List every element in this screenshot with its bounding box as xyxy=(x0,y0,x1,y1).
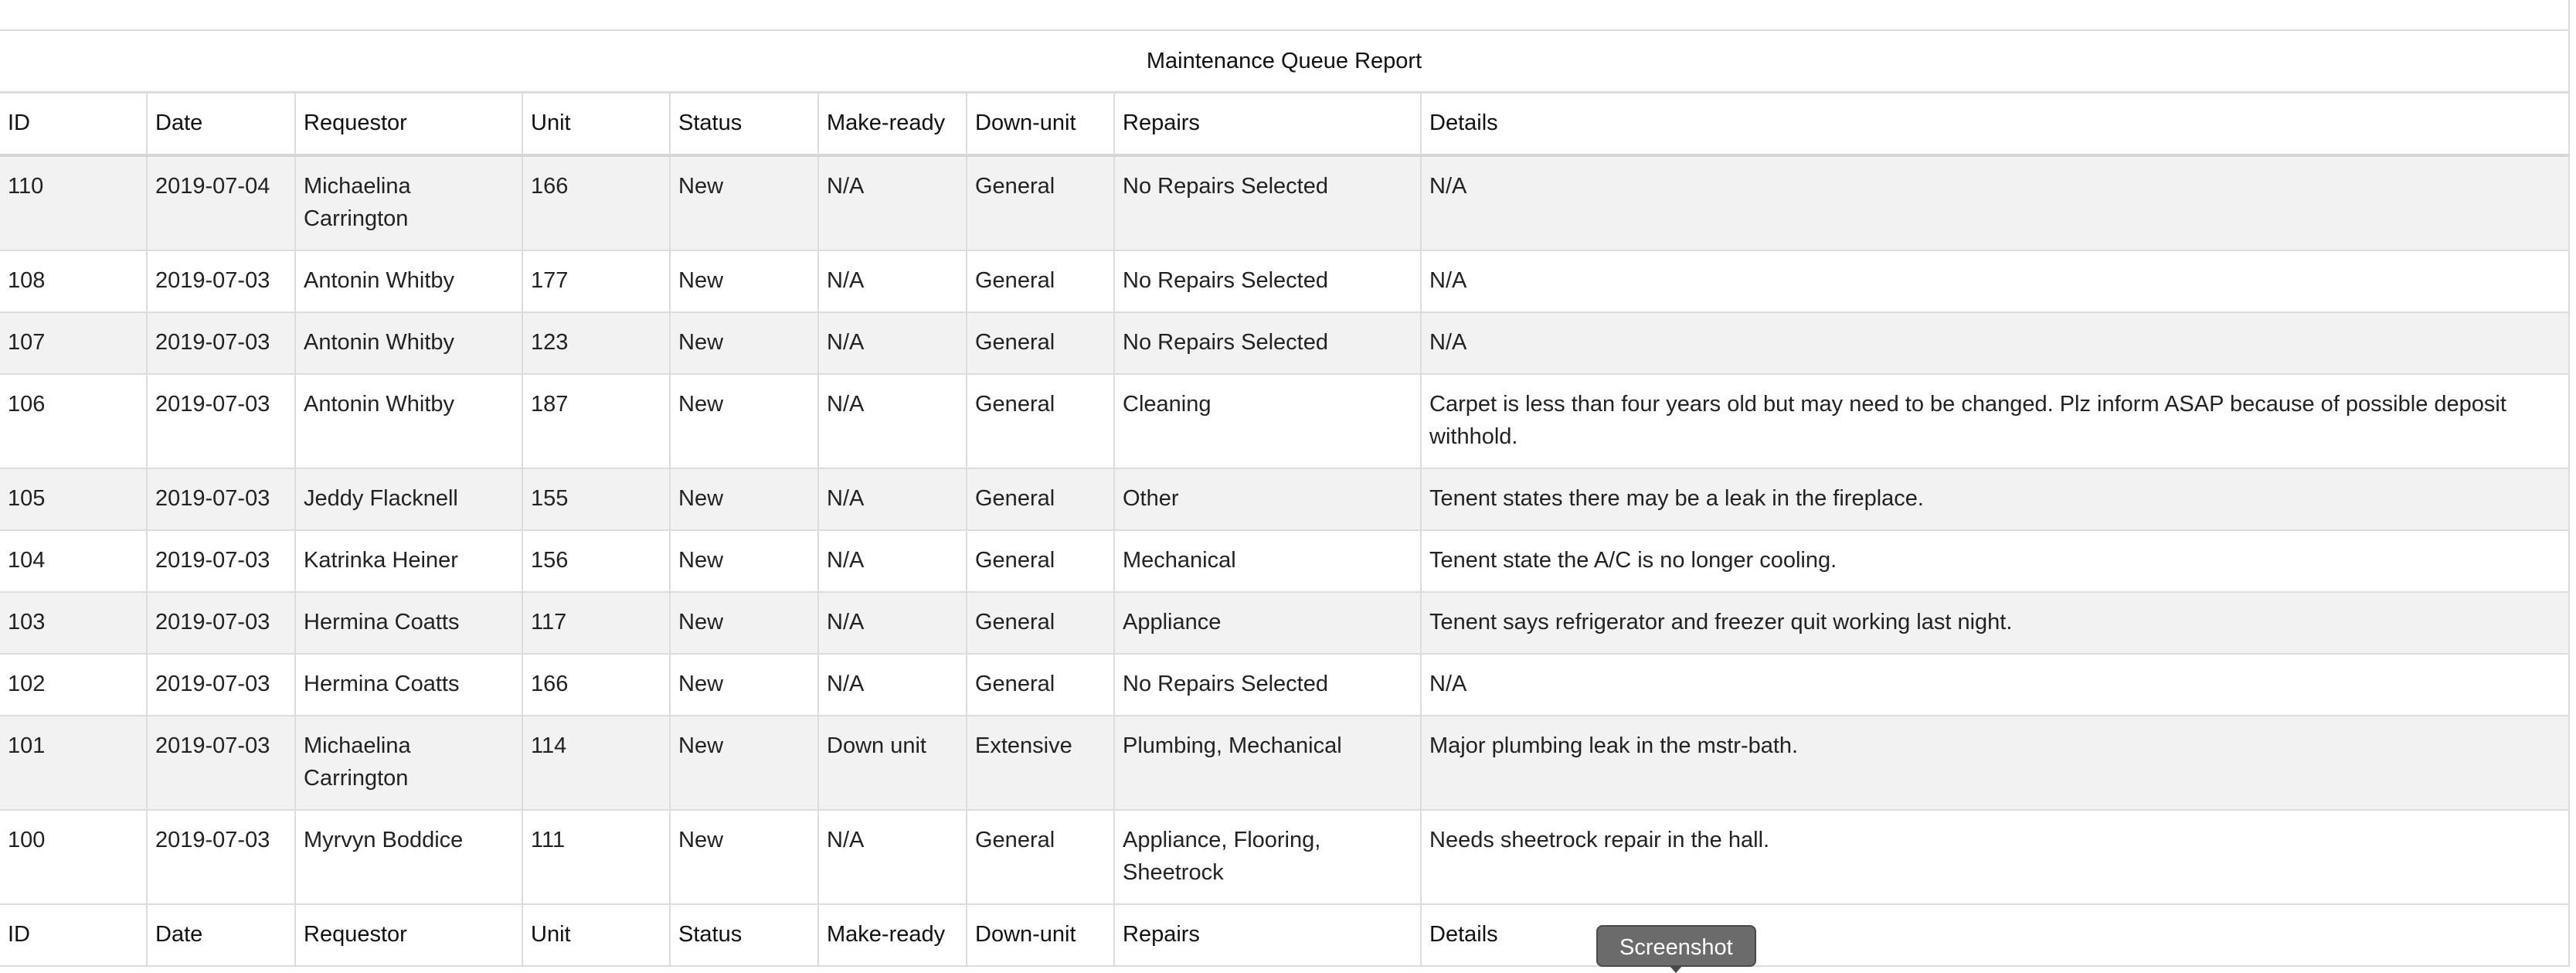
cell-unit: 123 xyxy=(522,312,670,374)
cell-requestor: Myrvyn Boddice xyxy=(295,810,522,904)
cell-down-unit: General xyxy=(967,810,1114,904)
cell-unit: 117 xyxy=(522,592,670,654)
table-header-row xyxy=(0,94,2568,155)
cell-make-ready: N/A xyxy=(818,592,967,654)
report-title: Maintenance Queue Report xyxy=(0,29,2568,94)
cell-repairs: Appliance, Flooring, Sheetrock xyxy=(1114,810,1421,904)
column-header-date[interactable]: Date xyxy=(147,94,295,155)
table-row[interactable] xyxy=(0,716,2568,810)
cell-repairs: Plumbing, Mechanical xyxy=(1114,716,1421,810)
table-footer-row xyxy=(0,904,2568,966)
cell-down-unit: General xyxy=(967,155,1114,250)
cell-details: Tenent state the A/C is no longer cooling. xyxy=(1421,530,2568,592)
cell-unit: 156 xyxy=(522,530,670,592)
cell-date: 2019-07-03 xyxy=(147,374,295,468)
cell-unit: 166 xyxy=(522,654,670,716)
table-row[interactable] xyxy=(0,312,2568,374)
column-footer-date: Date xyxy=(147,904,295,966)
cell-id: 102 xyxy=(0,654,147,716)
cell-repairs: No Repairs Selected xyxy=(1114,250,1421,312)
column-footer-id: ID xyxy=(0,904,147,966)
table-row[interactable] xyxy=(0,654,2568,716)
cell-date: 2019-07-03 xyxy=(147,592,295,654)
cell-details: Major plumbing leak in the mstr-bath. xyxy=(1421,716,2568,810)
column-footer-details: Details xyxy=(1421,904,2568,966)
cell-make-ready: Down unit xyxy=(818,716,967,810)
page-top-spacer xyxy=(0,0,2570,29)
cell-unit: 187 xyxy=(522,374,670,468)
column-footer-repairs: Repairs xyxy=(1114,904,1421,966)
cell-details: Tenent states there may be a leak in the fireplace. xyxy=(1421,468,2568,530)
column-header-id[interactable]: ID xyxy=(0,94,147,155)
report-table xyxy=(0,94,2568,967)
cell-unit: 166 xyxy=(522,155,670,250)
table-row[interactable] xyxy=(0,468,2568,530)
cell-status: New xyxy=(670,654,818,716)
cell-down-unit: General xyxy=(967,654,1114,716)
cell-requestor: Hermina Coatts xyxy=(295,592,522,654)
column-header-repairs[interactable]: Repairs xyxy=(1114,94,1421,155)
cell-status: New xyxy=(670,468,818,530)
cell-date: 2019-07-03 xyxy=(147,716,295,810)
cell-date: 2019-07-03 xyxy=(147,312,295,374)
cell-requestor: Jeddy Flacknell xyxy=(295,468,522,530)
cell-status: New xyxy=(670,810,818,904)
cell-unit: 177 xyxy=(522,250,670,312)
cell-status: New xyxy=(670,374,818,468)
cell-date: 2019-07-03 xyxy=(147,530,295,592)
cell-id: 107 xyxy=(0,312,147,374)
cell-down-unit: General xyxy=(967,312,1114,374)
column-header-make-ready[interactable]: Make-ready xyxy=(818,94,967,155)
cell-requestor: Antonin Whitby xyxy=(295,312,522,374)
column-header-down-unit[interactable]: Down-unit xyxy=(967,94,1114,155)
cell-id: 110 xyxy=(0,155,147,250)
cell-date: 2019-07-03 xyxy=(147,654,295,716)
cell-repairs: Other xyxy=(1114,468,1421,530)
table-row[interactable] xyxy=(0,374,2568,468)
cell-unit: 155 xyxy=(522,468,670,530)
cell-status: New xyxy=(670,312,818,374)
column-footer-requestor: Requestor xyxy=(295,904,522,966)
cell-requestor: Antonin Whitby xyxy=(295,374,522,468)
maintenance-queue-report xyxy=(0,29,2570,967)
cell-date: 2019-07-03 xyxy=(147,250,295,312)
cell-make-ready: N/A xyxy=(818,654,967,716)
cell-id: 103 xyxy=(0,592,147,654)
column-footer-status: Status xyxy=(670,904,818,966)
cell-down-unit: General xyxy=(967,592,1114,654)
cell-date: 2019-07-04 xyxy=(147,155,295,250)
cell-requestor: Hermina Coatts xyxy=(295,654,522,716)
cell-details: Carpet is less than four years old but may need to be changed. Plz inform ASAP because of possible deposit withhold. xyxy=(1421,374,2568,468)
cell-make-ready: N/A xyxy=(818,468,967,530)
cell-down-unit: General xyxy=(967,530,1114,592)
cell-requestor: Katrinka Heiner xyxy=(295,530,522,592)
cell-unit: 111 xyxy=(522,810,670,904)
column-header-status[interactable]: Status xyxy=(670,94,818,155)
cell-down-unit: General xyxy=(967,250,1114,312)
screenshot-tooltip: Screenshot xyxy=(1596,925,1756,967)
cell-down-unit: General xyxy=(967,468,1114,530)
cell-down-unit: General xyxy=(967,374,1114,468)
cell-status: New xyxy=(670,155,818,250)
cell-date: 2019-07-03 xyxy=(147,810,295,904)
cell-details: N/A xyxy=(1421,312,2568,374)
cell-requestor: Michaelina Carrington xyxy=(295,716,522,810)
table-row[interactable] xyxy=(0,155,2568,250)
cell-status: New xyxy=(670,716,818,810)
column-header-details[interactable]: Details xyxy=(1421,94,2568,155)
cell-make-ready: N/A xyxy=(818,312,967,374)
cell-repairs: Appliance xyxy=(1114,592,1421,654)
cell-status: New xyxy=(670,530,818,592)
cell-repairs: No Repairs Selected xyxy=(1114,654,1421,716)
cell-details: N/A xyxy=(1421,250,2568,312)
cell-requestor: Antonin Whitby xyxy=(295,250,522,312)
cell-repairs: No Repairs Selected xyxy=(1114,312,1421,374)
cell-repairs: No Repairs Selected xyxy=(1114,155,1421,250)
cell-date: 2019-07-03 xyxy=(147,468,295,530)
column-footer-down-unit: Down-unit xyxy=(967,904,1114,966)
table-row[interactable] xyxy=(0,530,2568,592)
cell-details: N/A xyxy=(1421,155,2568,250)
cell-down-unit: Extensive xyxy=(967,716,1114,810)
cell-requestor: Michaelina Carrington xyxy=(295,155,522,250)
column-footer-unit: Unit xyxy=(522,904,670,966)
table-row[interactable] xyxy=(0,810,2568,904)
cell-id: 100 xyxy=(0,810,147,904)
column-footer-make-ready: Make-ready xyxy=(818,904,967,966)
table-row[interactable] xyxy=(0,250,2568,312)
cell-details: N/A xyxy=(1421,654,2568,716)
cell-unit: 114 xyxy=(522,716,670,810)
table-row[interactable] xyxy=(0,592,2568,654)
cell-id: 104 xyxy=(0,530,147,592)
cell-make-ready: N/A xyxy=(818,530,967,592)
cell-make-ready: N/A xyxy=(818,374,967,468)
cell-make-ready: N/A xyxy=(818,810,967,904)
cell-status: New xyxy=(670,250,818,312)
cell-repairs: Mechanical xyxy=(1114,530,1421,592)
cell-id: 106 xyxy=(0,374,147,468)
column-header-unit[interactable]: Unit xyxy=(522,94,670,155)
cell-status: New xyxy=(670,592,818,654)
cell-id: 105 xyxy=(0,468,147,530)
column-header-requestor[interactable]: Requestor xyxy=(295,94,522,155)
table-body xyxy=(0,155,2568,904)
cell-make-ready: N/A xyxy=(818,155,967,250)
cell-id: 101 xyxy=(0,716,147,810)
cell-make-ready: N/A xyxy=(818,250,967,312)
cell-details: Needs sheetrock repair in the hall. xyxy=(1421,810,2568,904)
cell-details: Tenent says refrigerator and freezer quit working last night. xyxy=(1421,592,2568,654)
cell-repairs: Cleaning xyxy=(1114,374,1421,468)
cell-id: 108 xyxy=(0,250,147,312)
